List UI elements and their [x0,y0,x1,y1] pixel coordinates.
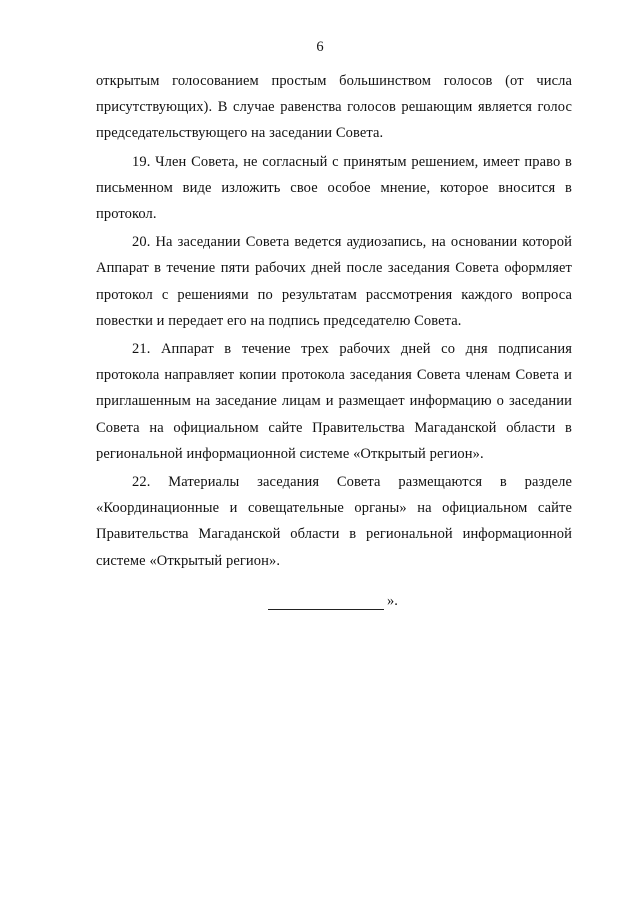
paragraph-20: 20. На заседании Совета ведется аудиозапись, на основании которой Аппарат в течение пяти рабочих дней после заседания Совета оформляет протокол с решениями по результатам рассмотрения каждого вопроса повестки и передает его на подпись председателю Совета. [96,234,572,329]
paragraph-19: 19. Член Совета, не согласный с принятым решением, имеет право в письменном виде изложить свое особое мнение, которое вносится в протокол. [96,153,572,223]
paragraph-21: 21. Аппарат в течение трех рабочих дней со дня подписания протокола направляет копии протокола заседания Совета членам Совета и приглашенным на заседание лицам и размещает информацию о заседании Совета на официальном сайте Правительства Магаданской области в региональной информационной системе «Открытый регион». [96,341,572,462]
signature-underline [268,593,384,610]
closing-line [268,593,398,610]
document-body [96,68,572,576]
paragraph-continuation: открытым голосованием простым большинством голосов (от числа присутствующих). В случае равенства голосов решающим является голос председательствующего на заседании Совета. [96,73,572,142]
paragraph-22: 22. Материалы заседания Совета размещаются в разделе «Координационные и совещательные органы» на официальном сайте Правительства Магаданской области в региональной информационной системе «Открытый регион». [96,474,572,569]
closing-quote: ». [387,593,398,609]
page-number: 6 [316,39,324,55]
